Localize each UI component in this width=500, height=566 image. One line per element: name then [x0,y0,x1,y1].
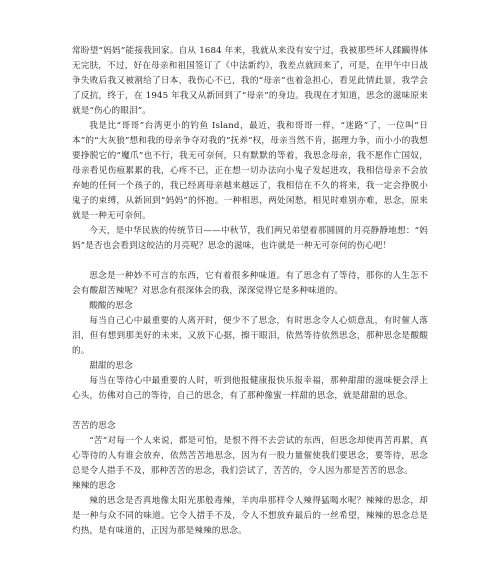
paragraph-1: 常盼望“妈妈”能接我回家。自从 1684 年来，我就从来没有安宁过，我被那些坏人蹂躏得体无完肤，不过，好在母亲和祖国签订了《中法新约》，我差点就回来了，可是，在甲午中日战争失败后我又被割给了日本，我伤心不已，我的“母亲”也着急担心，看见此情此景，我学会了反抗，终于，在 1945 年我又从新回到了“母亲”的身边。我现在才知道，思念的滋味原来就是“伤心的眼泪”。 [72,46,428,116]
section-gap [72,404,428,419]
heading-spicy: 辣辣的思念 [72,481,116,491]
heading-sour: 酸酸的思念 [89,301,133,311]
section-gap [72,254,428,269]
paragraph-5: 每当自己心中最重要的人离开时，便少不了思念，有时思念令人心烦意乱，有时催人落泪，但有想到那美好的未来，又放下心据，擦干眼泪，依然等待依然思念，那种思念是酸酸的。 [72,316,428,356]
paragraph-4: 思念是一种妙不可言的东西，它有着很多种味道。有了思念有了等待，那你的人生怎不会有酸甜苦辣呢？对思念有很深体会的我，深深觉得它是多种味道的。 [72,271,428,296]
paragraph-2: 我是比“哥哥”台湾更小的钓鱼 Island，最近，我和哥哥一样，“迷路”了，一位叫“日本”的“大灰狼”想和我的母亲争夺对我的“抚养”权，母亲当然不肯，据理力争，而小小的我想要挣脱它的“魔爪”也不行，我无可奈何，只有默默的等着，我思念母亲，我不愿作亡国奴，母亲看见伤痕累累的我，心疼不已，正在想一切办法向小鬼子发起进攻，我相信母亲不会放弃她的任何一个孩子的，我已经离母亲越来越远了，我相信在不久的将来，我一定会挣脱小鬼子的束缚，从新回到“妈妈”的怀抱。一种相思，两处闲愁，相见时难别亦难，思念，原来就是一种无可奈何。 [72,121,428,221]
heading-bitter: 苦苦的思念 [72,421,116,431]
paragraph-8: 辣的思念是否真地像太阳光那般毒辣，羊肉串那样令人辣得猛喝水呢？辣辣的思念，却是一种与众不同的味道。它令人措手不及，令人不想放弃最后的一丝希望，辣辣的思念总是灼热，是有味道的，正因为那是辣辣的思念。 [72,496,428,536]
paragraph-3: 今天，是中华民族的传统节日——中秋节，我们两兄弟望着那圆圆的月亮静静地想：“妈妈”是否也会看到这皎洁的月亮呢？思念的滋味，也许就是一种无可奈何的伤心吧！ [72,226,428,251]
paragraph-6: 每当在等待心中最重要的人时，听到他报健康报快乐报幸福，那种甜甜的滋味便会浮上心头，仿佛对自己的等待，自己的思念，有了那种像蜜一样甜的思念，就是甜甜的思念。 [72,376,428,401]
paragraph-7: “苦”对每一个人来说，都是可怕，是恨不得不去尝试的东西，但思念却使再苦再累，真心等待的人有谁会放弃，依然苦苦地思念，因为有一股力量催使我们要思念，要等待，思念总是令人措手不及，那种苦苦的思念，我们尝试了，苦苦的，令人因为那是苦苦的思念。 [72,436,428,476]
heading-sweet: 甜甜的思念 [89,361,133,371]
